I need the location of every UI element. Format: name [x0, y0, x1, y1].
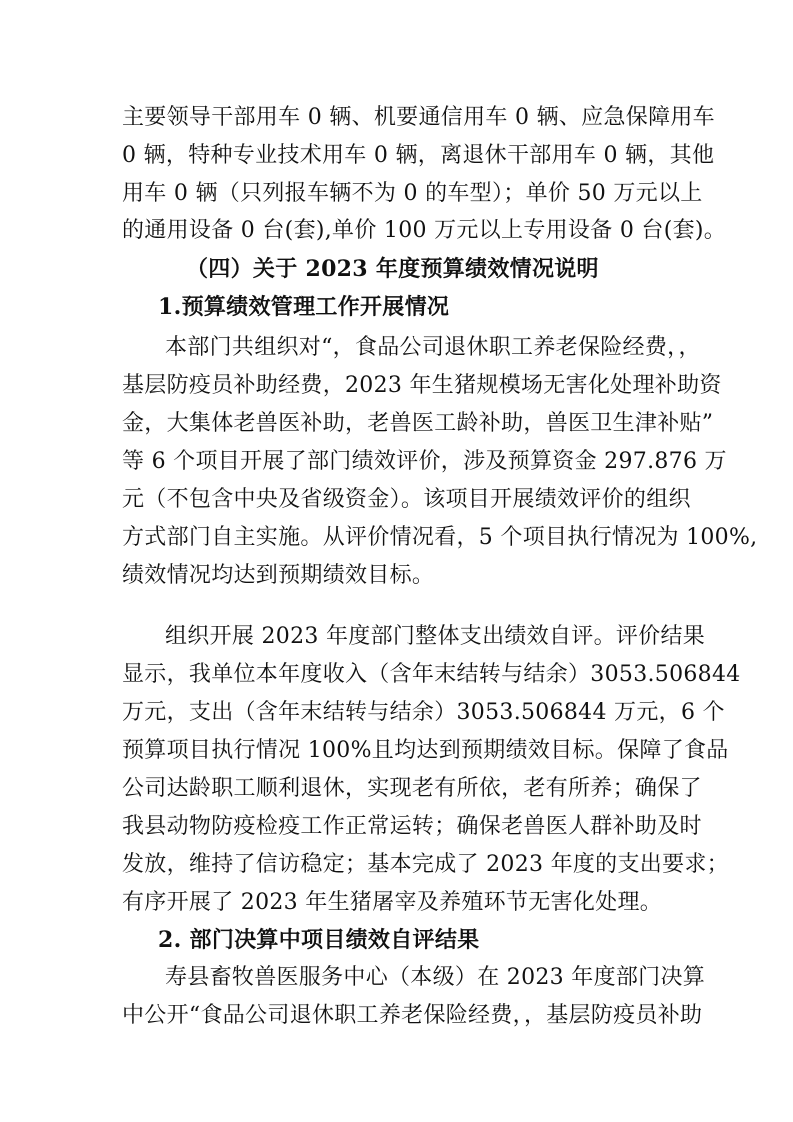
paragraph-line: 有序开展了 2023 年生猪屠宰及养殖环节无害化处理。 [122, 890, 663, 915]
paragraph-line: 中公开“食品公司退休职工养老保险经费，，基层防疫员补助 [122, 1003, 703, 1028]
paragraph-line: 用车 0 辆（只列报车辆不为 0 的车型）；单价 50 万元以上 [122, 181, 703, 206]
paragraph-line: 的通用设备 0 台(套),单价 100 万元以上专用设备 0 台(套)。 [122, 218, 727, 243]
subsection-heading: 2. 部门决算中项目绩效自评结果 [158, 927, 480, 953]
paragraph-line: 基层防疫员补助经费，2023 年生猪规模场无害化处理补助资 [122, 373, 722, 398]
paragraph-line: 绩效情况均达到预期绩效目标。 [122, 563, 435, 588]
paragraph-line: 元（不包含中央及省级资金）。该项目开展绩效评价的组织 [122, 487, 691, 512]
paragraph-line: 等 6 个项目开展了部门绩效评价，涉及预算资金 297.876 万 [122, 449, 727, 474]
paragraph-line: 寿县畜牧兽医服务中心（本级）在 2023 年度部门决算 [165, 965, 706, 990]
paragraph-line: 发放，维持了信访稳定；基本完成了 2023 年度的支出要求； [122, 852, 729, 877]
paragraph-line: 主要领导干部用车 0 辆、机要通信用车 0 辆、应急保障用车 [122, 105, 715, 130]
paragraph-line: 显示，我单位本年度收入（含年末结转与结余）3053.506844 [122, 662, 741, 687]
paragraph-line: 公司达龄职工顺利退休，实现老有所依，老有所养；确保了 [122, 776, 702, 801]
subsection-heading: 1.预算绩效管理工作开展情况 [158, 294, 450, 320]
paragraph-line: 本部门共组织对“，食品公司退休职工养老保险经费，， [165, 335, 701, 360]
paragraph-line: 0 辆，特种专业技术用车 0 辆，离退休干部用车 0 辆，其他 [122, 143, 715, 168]
section-heading: （四）关于 2023 年度预算绩效情况说明 [186, 256, 599, 282]
paragraph-line: 金，大集体老兽医补助，老兽医工龄补助，兽医卫生津补贴” [122, 411, 714, 436]
paragraph-line: 我县动物防疫检疫工作正常运转；确保老兽医人群补助及时 [122, 814, 702, 839]
paragraph-line: 组织开展 2023 年度部门整体支出绩效自评。评价结果 [165, 624, 706, 649]
paragraph-line: 万元，支出（含年末结转与结余）3053.506844 万元，6 个 [122, 700, 725, 725]
paragraph-line: 预算项目执行情况 100%且均达到预期绩效目标。保障了食品 [122, 738, 729, 763]
paragraph-line: 方式部门自主实施。从评价情况看，5 个项目执行情况为 100%, [122, 525, 758, 550]
